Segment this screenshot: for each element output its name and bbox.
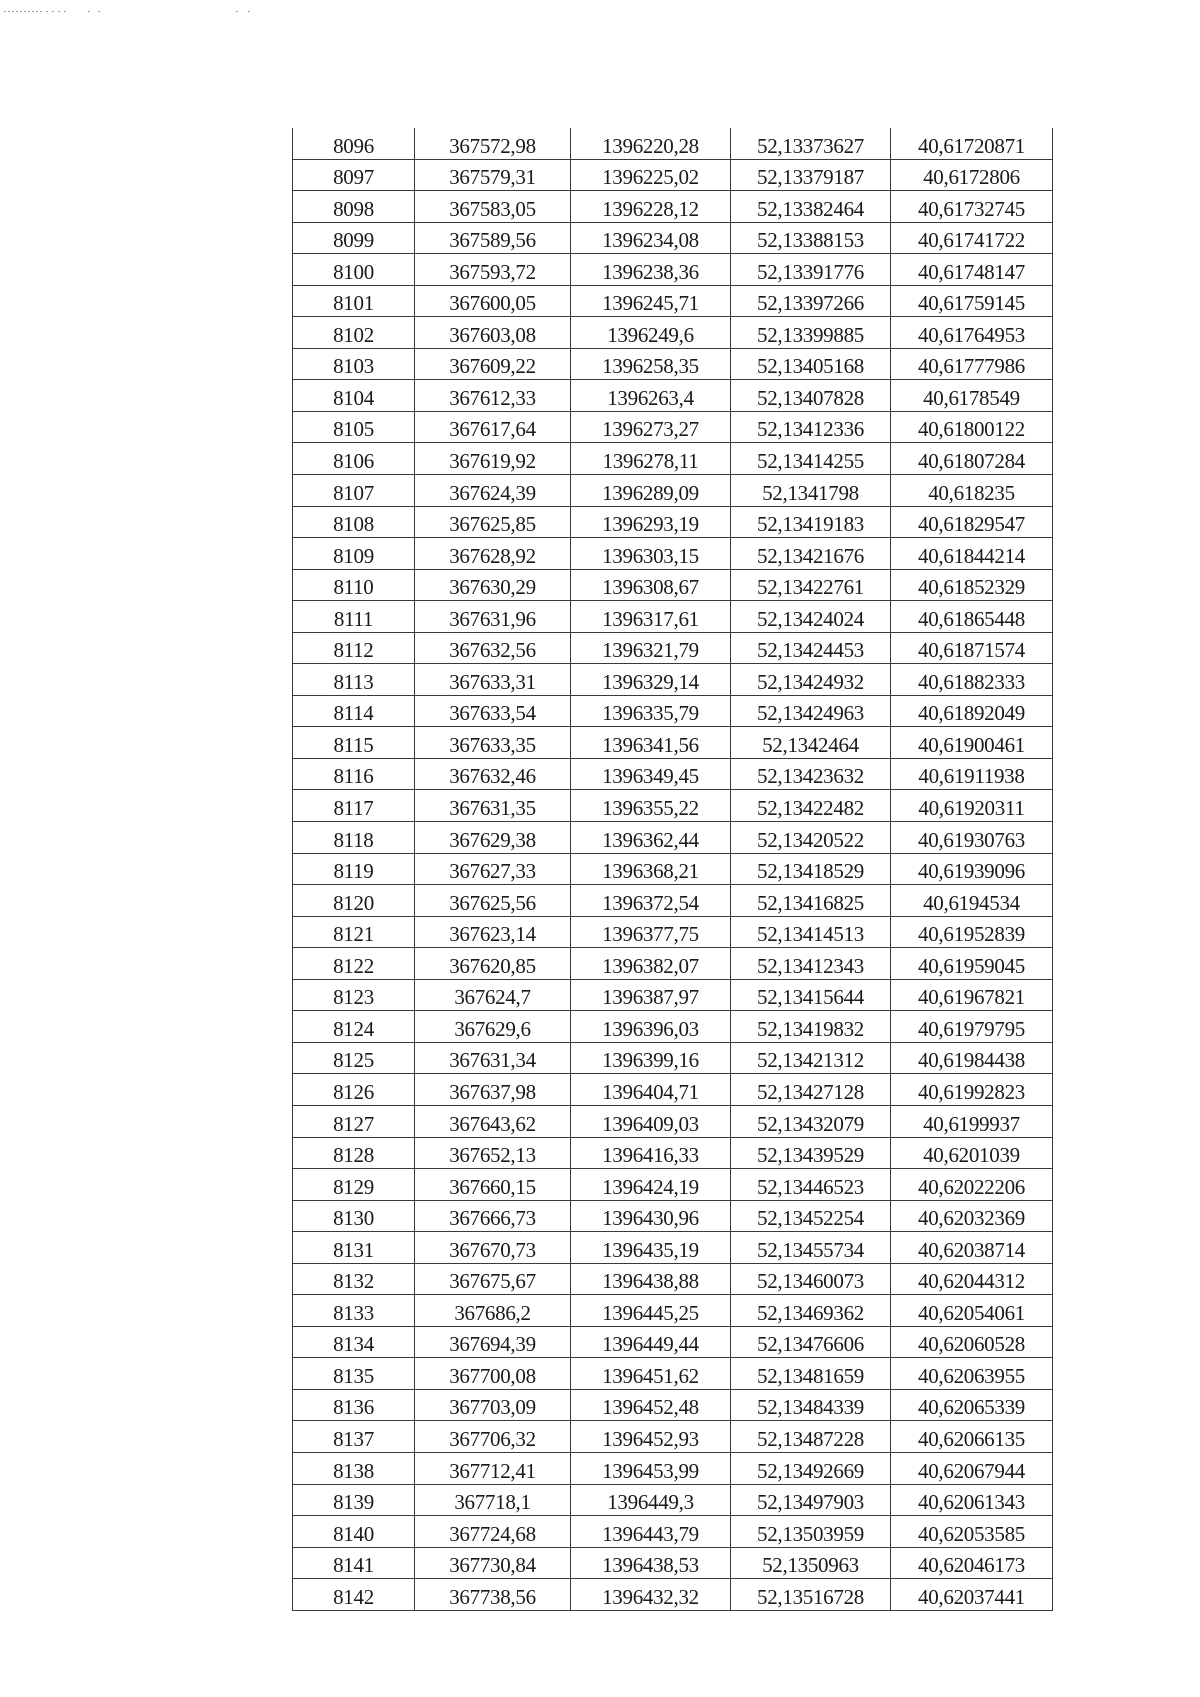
- longitude-cell: 40,62038714: [891, 1232, 1053, 1264]
- point-number-cell: 8098: [293, 191, 415, 223]
- x-coordinate-cell: 367686,2: [415, 1295, 571, 1327]
- table-row: [293, 1452, 1053, 1484]
- point-number-cell: 8099: [293, 222, 415, 254]
- x-coordinate-cell: 367637,98: [415, 1074, 571, 1106]
- longitude-cell: 40,61984438: [891, 1042, 1053, 1074]
- table-row: [293, 1516, 1053, 1548]
- y-coordinate-cell: 1396238,36: [571, 254, 731, 286]
- point-number-cell: 8106: [293, 443, 415, 475]
- longitude-cell: 40,6194534: [891, 885, 1053, 917]
- point-number-cell: 8132: [293, 1263, 415, 1295]
- table-row: [293, 254, 1053, 286]
- x-coordinate-cell: 367625,56: [415, 885, 571, 917]
- longitude-cell: 40,61900461: [891, 727, 1053, 759]
- table-row: [293, 128, 1053, 159]
- latitude-cell: 52,13421676: [731, 538, 891, 570]
- table-row: [293, 285, 1053, 317]
- x-coordinate-cell: 367670,73: [415, 1232, 571, 1264]
- x-coordinate-cell: 367617,64: [415, 411, 571, 443]
- x-coordinate-cell: 367572,98: [415, 128, 571, 159]
- y-coordinate-cell: 1396349,45: [571, 758, 731, 790]
- x-coordinate-cell: 367593,72: [415, 254, 571, 286]
- y-coordinate-cell: 1396228,12: [571, 191, 731, 223]
- table-row: [293, 1389, 1053, 1421]
- latitude-cell: 52,13419183: [731, 506, 891, 538]
- y-coordinate-cell: 1396453,99: [571, 1452, 731, 1484]
- x-coordinate-cell: 367628,92: [415, 538, 571, 570]
- latitude-cell: 52,13407828: [731, 380, 891, 412]
- table-body: [293, 128, 1053, 1610]
- point-number-cell: 8142: [293, 1579, 415, 1611]
- point-number-cell: 8134: [293, 1326, 415, 1358]
- table-row: [293, 380, 1053, 412]
- table-row: [293, 1358, 1053, 1390]
- y-coordinate-cell: 1396293,19: [571, 506, 731, 538]
- latitude-cell: 52,13424453: [731, 632, 891, 664]
- longitude-cell: 40,62037441: [891, 1579, 1053, 1611]
- x-coordinate-cell: 367633,35: [415, 727, 571, 759]
- table-row: [293, 948, 1053, 980]
- longitude-cell: 40,61829547: [891, 506, 1053, 538]
- longitude-cell: 40,62067944: [891, 1452, 1053, 1484]
- point-number-cell: 8128: [293, 1137, 415, 1169]
- longitude-cell: 40,61777986: [891, 348, 1053, 380]
- latitude-cell: 52,13422761: [731, 569, 891, 601]
- y-coordinate-cell: 1396409,03: [571, 1105, 731, 1137]
- table-row: [293, 853, 1053, 885]
- y-coordinate-cell: 1396220,28: [571, 128, 731, 159]
- x-coordinate-cell: 367609,22: [415, 348, 571, 380]
- x-coordinate-cell: 367624,7: [415, 979, 571, 1011]
- y-coordinate-cell: 1396273,27: [571, 411, 731, 443]
- x-coordinate-cell: 367652,13: [415, 1137, 571, 1169]
- x-coordinate-cell: 367666,73: [415, 1200, 571, 1232]
- y-coordinate-cell: 1396329,14: [571, 664, 731, 696]
- x-coordinate-cell: 367703,09: [415, 1389, 571, 1421]
- point-number-cell: 8102: [293, 317, 415, 349]
- table-row: [293, 1263, 1053, 1295]
- y-coordinate-cell: 1396449,3: [571, 1484, 731, 1516]
- point-number-cell: 8127: [293, 1105, 415, 1137]
- table-row: [293, 317, 1053, 349]
- x-coordinate-cell: 367589,56: [415, 222, 571, 254]
- longitude-cell: 40,62022206: [891, 1169, 1053, 1201]
- point-number-cell: 8116: [293, 758, 415, 790]
- latitude-cell: 52,13424963: [731, 695, 891, 727]
- latitude-cell: 52,13388153: [731, 222, 891, 254]
- longitude-cell: 40,6178549: [891, 380, 1053, 412]
- table-row: [293, 885, 1053, 917]
- point-number-cell: 8108: [293, 506, 415, 538]
- table-row: [293, 1137, 1053, 1169]
- y-coordinate-cell: 1396451,62: [571, 1358, 731, 1390]
- longitude-cell: 40,6201039: [891, 1137, 1053, 1169]
- longitude-cell: 40,61748147: [891, 254, 1053, 286]
- point-number-cell: 8112: [293, 632, 415, 664]
- y-coordinate-cell: 1396278,11: [571, 443, 731, 475]
- x-coordinate-cell: 367619,92: [415, 443, 571, 475]
- x-coordinate-cell: 367627,33: [415, 853, 571, 885]
- y-coordinate-cell: 1396308,67: [571, 569, 731, 601]
- longitude-cell: 40,61939096: [891, 853, 1053, 885]
- latitude-cell: 52,13452254: [731, 1200, 891, 1232]
- longitude-cell: 40,61911938: [891, 758, 1053, 790]
- latitude-cell: 52,13439529: [731, 1137, 891, 1169]
- latitude-cell: 52,13481659: [731, 1358, 891, 1390]
- longitude-cell: 40,62063955: [891, 1358, 1053, 1390]
- x-coordinate-cell: 367631,35: [415, 790, 571, 822]
- longitude-cell: 40,61952839: [891, 916, 1053, 948]
- x-coordinate-cell: 367730,84: [415, 1547, 571, 1579]
- latitude-cell: 52,13415644: [731, 979, 891, 1011]
- longitude-cell: 40,61930763: [891, 822, 1053, 854]
- latitude-cell: 52,13516728: [731, 1579, 891, 1611]
- longitude-cell: 40,62066135: [891, 1421, 1053, 1453]
- latitude-cell: 52,13424932: [731, 664, 891, 696]
- latitude-cell: 52,13405168: [731, 348, 891, 380]
- y-coordinate-cell: 1396372,54: [571, 885, 731, 917]
- table-row: [293, 1484, 1053, 1516]
- table-row: [293, 443, 1053, 475]
- longitude-cell: 40,6199937: [891, 1105, 1053, 1137]
- y-coordinate-cell: 1396435,19: [571, 1232, 731, 1264]
- latitude-cell: 52,13420522: [731, 822, 891, 854]
- longitude-cell: 40,61720871: [891, 128, 1053, 159]
- latitude-cell: 52,13416825: [731, 885, 891, 917]
- point-number-cell: 8118: [293, 822, 415, 854]
- longitude-cell: 40,62032369: [891, 1200, 1053, 1232]
- table-row: [293, 475, 1053, 507]
- point-number-cell: 8126: [293, 1074, 415, 1106]
- y-coordinate-cell: 1396289,09: [571, 475, 731, 507]
- x-coordinate-cell: 367623,14: [415, 916, 571, 948]
- x-coordinate-cell: 367694,39: [415, 1326, 571, 1358]
- longitude-cell: 40,62046173: [891, 1547, 1053, 1579]
- y-coordinate-cell: 1396416,33: [571, 1137, 731, 1169]
- longitude-cell: 40,61759145: [891, 285, 1053, 317]
- point-number-cell: 8117: [293, 790, 415, 822]
- y-coordinate-cell: 1396362,44: [571, 822, 731, 854]
- table-row: [293, 348, 1053, 380]
- table-row: [293, 1421, 1053, 1453]
- y-coordinate-cell: 1396225,02: [571, 159, 731, 191]
- table-row: [293, 1074, 1053, 1106]
- longitude-cell: 40,62053585: [891, 1516, 1053, 1548]
- table-row: [293, 790, 1053, 822]
- point-number-cell: 8103: [293, 348, 415, 380]
- y-coordinate-cell: 1396443,79: [571, 1516, 731, 1548]
- point-number-cell: 8124: [293, 1011, 415, 1043]
- table-row: [293, 191, 1053, 223]
- longitude-cell: 40,61800122: [891, 411, 1053, 443]
- y-coordinate-cell: 1396258,35: [571, 348, 731, 380]
- point-number-cell: 8131: [293, 1232, 415, 1264]
- table-row: [293, 632, 1053, 664]
- table-row: [293, 695, 1053, 727]
- latitude-cell: 52,13414255: [731, 443, 891, 475]
- longitude-cell: 40,6172806: [891, 159, 1053, 191]
- x-coordinate-cell: 367620,85: [415, 948, 571, 980]
- longitude-cell: 40,61892049: [891, 695, 1053, 727]
- longitude-cell: 40,61992823: [891, 1074, 1053, 1106]
- x-coordinate-cell: 367629,6: [415, 1011, 571, 1043]
- coordinates-table: [292, 128, 1053, 1611]
- latitude-cell: 52,13422482: [731, 790, 891, 822]
- table-row: [293, 1105, 1053, 1137]
- table-row: [293, 1011, 1053, 1043]
- y-coordinate-cell: 1396341,56: [571, 727, 731, 759]
- x-coordinate-cell: 367660,15: [415, 1169, 571, 1201]
- x-coordinate-cell: 367583,05: [415, 191, 571, 223]
- point-number-cell: 8114: [293, 695, 415, 727]
- y-coordinate-cell: 1396399,16: [571, 1042, 731, 1074]
- point-number-cell: 8130: [293, 1200, 415, 1232]
- longitude-cell: 40,61807284: [891, 443, 1053, 475]
- point-number-cell: 8137: [293, 1421, 415, 1453]
- point-number-cell: 8111: [293, 601, 415, 633]
- x-coordinate-cell: 367738,56: [415, 1579, 571, 1611]
- latitude-cell: 52,13424024: [731, 601, 891, 633]
- x-coordinate-cell: 367612,33: [415, 380, 571, 412]
- y-coordinate-cell: 1396263,4: [571, 380, 731, 412]
- longitude-cell: 40,61764953: [891, 317, 1053, 349]
- latitude-cell: 52,13487228: [731, 1421, 891, 1453]
- y-coordinate-cell: 1396321,79: [571, 632, 731, 664]
- latitude-cell: 52,1342464: [731, 727, 891, 759]
- table-row: [293, 1042, 1053, 1074]
- longitude-cell: 40,618235: [891, 475, 1053, 507]
- y-coordinate-cell: 1396396,03: [571, 1011, 731, 1043]
- y-coordinate-cell: 1396438,53: [571, 1547, 731, 1579]
- latitude-cell: 52,13460073: [731, 1263, 891, 1295]
- table-row: [293, 411, 1053, 443]
- x-coordinate-cell: 367706,32: [415, 1421, 571, 1453]
- longitude-cell: 40,61732745: [891, 191, 1053, 223]
- x-coordinate-cell: 367600,05: [415, 285, 571, 317]
- point-number-cell: 8122: [293, 948, 415, 980]
- point-number-cell: 8121: [293, 916, 415, 948]
- y-coordinate-cell: 1396449,44: [571, 1326, 731, 1358]
- x-coordinate-cell: 367675,67: [415, 1263, 571, 1295]
- table-row: [293, 1579, 1053, 1611]
- latitude-cell: 52,13414513: [731, 916, 891, 948]
- x-coordinate-cell: 367631,96: [415, 601, 571, 633]
- x-coordinate-cell: 367631,34: [415, 1042, 571, 1074]
- table-row: [293, 727, 1053, 759]
- y-coordinate-cell: 1396303,15: [571, 538, 731, 570]
- scan-artifact: [4, 9, 264, 15]
- latitude-cell: 52,13418529: [731, 853, 891, 885]
- longitude-cell: 40,61865448: [891, 601, 1053, 633]
- table-row: [293, 1295, 1053, 1327]
- point-number-cell: 8097: [293, 159, 415, 191]
- table-row: [293, 822, 1053, 854]
- point-number-cell: 8104: [293, 380, 415, 412]
- y-coordinate-cell: 1396452,93: [571, 1421, 731, 1453]
- table-row: [293, 1200, 1053, 1232]
- latitude-cell: 52,13379187: [731, 159, 891, 191]
- x-coordinate-cell: 367724,68: [415, 1516, 571, 1548]
- point-number-cell: 8135: [293, 1358, 415, 1390]
- longitude-cell: 40,62044312: [891, 1263, 1053, 1295]
- point-number-cell: 8120: [293, 885, 415, 917]
- point-number-cell: 8129: [293, 1169, 415, 1201]
- x-coordinate-cell: 367579,31: [415, 159, 571, 191]
- point-number-cell: 8123: [293, 979, 415, 1011]
- latitude-cell: 52,13399885: [731, 317, 891, 349]
- y-coordinate-cell: 1396234,08: [571, 222, 731, 254]
- y-coordinate-cell: 1396377,75: [571, 916, 731, 948]
- longitude-cell: 40,61871574: [891, 632, 1053, 664]
- table-row: [293, 222, 1053, 254]
- point-number-cell: 8133: [293, 1295, 415, 1327]
- longitude-cell: 40,62060528: [891, 1326, 1053, 1358]
- point-number-cell: 8107: [293, 475, 415, 507]
- latitude-cell: 52,13446523: [731, 1169, 891, 1201]
- latitude-cell: 52,13373627: [731, 128, 891, 159]
- table-row: [293, 916, 1053, 948]
- latitude-cell: 52,13497903: [731, 1484, 891, 1516]
- latitude-cell: 52,13397266: [731, 285, 891, 317]
- y-coordinate-cell: 1396424,19: [571, 1169, 731, 1201]
- longitude-cell: 40,61959045: [891, 948, 1053, 980]
- table-row: [293, 979, 1053, 1011]
- longitude-cell: 40,61882333: [891, 664, 1053, 696]
- y-coordinate-cell: 1396432,32: [571, 1579, 731, 1611]
- latitude-cell: 52,13412343: [731, 948, 891, 980]
- point-number-cell: 8119: [293, 853, 415, 885]
- y-coordinate-cell: 1396452,48: [571, 1389, 731, 1421]
- point-number-cell: 8125: [293, 1042, 415, 1074]
- y-coordinate-cell: 1396387,97: [571, 979, 731, 1011]
- table-row: [293, 758, 1053, 790]
- longitude-cell: 40,62061343: [891, 1484, 1053, 1516]
- latitude-cell: 52,13476606: [731, 1326, 891, 1358]
- latitude-cell: 52,13421312: [731, 1042, 891, 1074]
- x-coordinate-cell: 367632,56: [415, 632, 571, 664]
- x-coordinate-cell: 367712,41: [415, 1452, 571, 1484]
- point-number-cell: 8105: [293, 411, 415, 443]
- x-coordinate-cell: 367718,1: [415, 1484, 571, 1516]
- longitude-cell: 40,61852329: [891, 569, 1053, 601]
- latitude-cell: 52,13432079: [731, 1105, 891, 1137]
- longitude-cell: 40,61967821: [891, 979, 1053, 1011]
- x-coordinate-cell: 367633,31: [415, 664, 571, 696]
- y-coordinate-cell: 1396382,07: [571, 948, 731, 980]
- x-coordinate-cell: 367603,08: [415, 317, 571, 349]
- y-coordinate-cell: 1396249,6: [571, 317, 731, 349]
- y-coordinate-cell: 1396438,88: [571, 1263, 731, 1295]
- latitude-cell: 52,13423632: [731, 758, 891, 790]
- latitude-cell: 52,13492669: [731, 1452, 891, 1484]
- latitude-cell: 52,13419832: [731, 1011, 891, 1043]
- table-row: [293, 601, 1053, 633]
- point-number-cell: 8110: [293, 569, 415, 601]
- table-row: [293, 1232, 1053, 1264]
- x-coordinate-cell: 367629,38: [415, 822, 571, 854]
- latitude-cell: 52,13455734: [731, 1232, 891, 1264]
- y-coordinate-cell: 1396355,22: [571, 790, 731, 822]
- latitude-cell: 52,13503959: [731, 1516, 891, 1548]
- x-coordinate-cell: 367643,62: [415, 1105, 571, 1137]
- table-row: [293, 1326, 1053, 1358]
- point-number-cell: 8109: [293, 538, 415, 570]
- y-coordinate-cell: 1396430,96: [571, 1200, 731, 1232]
- longitude-cell: 40,61844214: [891, 538, 1053, 570]
- latitude-cell: 52,13484339: [731, 1389, 891, 1421]
- x-coordinate-cell: 367700,08: [415, 1358, 571, 1390]
- point-number-cell: 8096: [293, 128, 415, 159]
- latitude-cell: 52,1341798: [731, 475, 891, 507]
- latitude-cell: 52,13427128: [731, 1074, 891, 1106]
- table-row: [293, 664, 1053, 696]
- point-number-cell: 8100: [293, 254, 415, 286]
- y-coordinate-cell: 1396445,25: [571, 1295, 731, 1327]
- point-number-cell: 8141: [293, 1547, 415, 1579]
- latitude-cell: 52,13469362: [731, 1295, 891, 1327]
- latitude-cell: 52,13382464: [731, 191, 891, 223]
- point-number-cell: 8115: [293, 727, 415, 759]
- x-coordinate-cell: 367632,46: [415, 758, 571, 790]
- x-coordinate-cell: 367625,85: [415, 506, 571, 538]
- x-coordinate-cell: 367624,39: [415, 475, 571, 507]
- table-row: [293, 159, 1053, 191]
- table-row: [293, 506, 1053, 538]
- longitude-cell: 40,62065339: [891, 1389, 1053, 1421]
- table-row: [293, 569, 1053, 601]
- table-row: [293, 538, 1053, 570]
- longitude-cell: 40,61741722: [891, 222, 1053, 254]
- latitude-cell: 52,1350963: [731, 1547, 891, 1579]
- y-coordinate-cell: 1396404,71: [571, 1074, 731, 1106]
- longitude-cell: 40,61979795: [891, 1011, 1053, 1043]
- y-coordinate-cell: 1396368,21: [571, 853, 731, 885]
- x-coordinate-cell: 367630,29: [415, 569, 571, 601]
- y-coordinate-cell: 1396317,61: [571, 601, 731, 633]
- longitude-cell: 40,61920311: [891, 790, 1053, 822]
- y-coordinate-cell: 1396245,71: [571, 285, 731, 317]
- latitude-cell: 52,13412336: [731, 411, 891, 443]
- point-number-cell: 8139: [293, 1484, 415, 1516]
- table-row: [293, 1547, 1053, 1579]
- point-number-cell: 8113: [293, 664, 415, 696]
- point-number-cell: 8140: [293, 1516, 415, 1548]
- point-number-cell: 8136: [293, 1389, 415, 1421]
- table-row: [293, 1169, 1053, 1201]
- longitude-cell: 40,62054061: [891, 1295, 1053, 1327]
- point-number-cell: 8138: [293, 1452, 415, 1484]
- point-number-cell: 8101: [293, 285, 415, 317]
- latitude-cell: 52,13391776: [731, 254, 891, 286]
- y-coordinate-cell: 1396335,79: [571, 695, 731, 727]
- x-coordinate-cell: 367633,54: [415, 695, 571, 727]
